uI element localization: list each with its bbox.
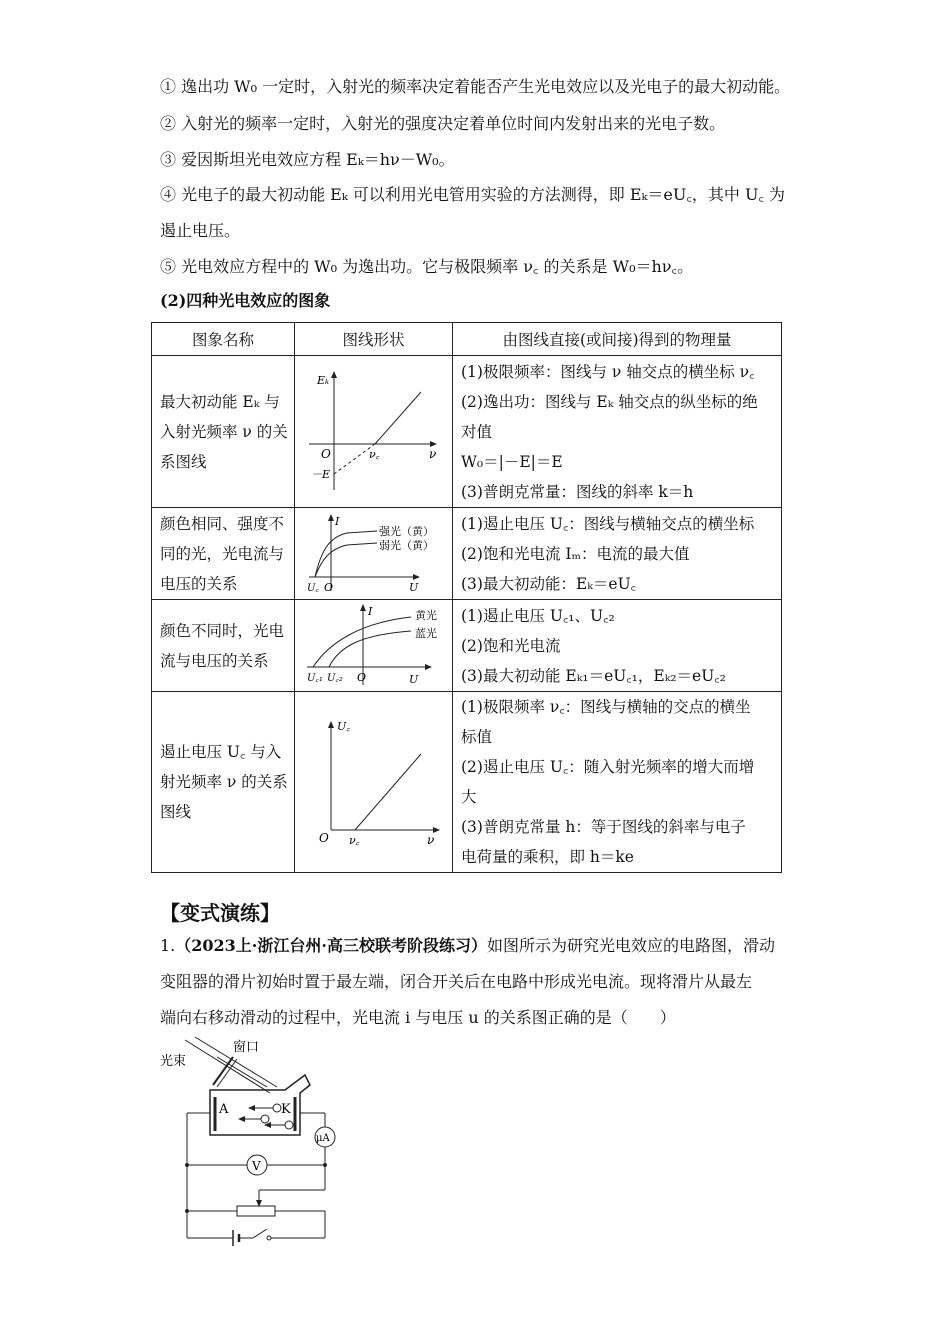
practice-title: 【变式演练】 [160,901,280,925]
row-desc [453,692,782,873]
header-quantity: 由图线直接(或间接)得到的物理量 [453,323,782,356]
table-header-row [152,323,782,356]
graph-ek-nu [295,356,453,508]
desc-item: (2)饱和光电流 [461,636,561,655]
weak-light-label: 弱光（黄） [378,538,434,552]
point-1: ① 逸出功 W₀ 一定时，入射光的频率决定着能否产生光电效应以及光电子的最大初动能。 [160,77,791,96]
i-axis-label: I [367,604,372,618]
desc-item: (2)饱和光电流 Iₘ：电流的最大值 [461,544,690,563]
row-desc [453,600,782,692]
table-row [152,600,782,692]
question [160,935,790,1029]
blue-light-label: 蓝光 [414,626,437,640]
row-desc [453,508,782,600]
nuc-label: ν꜀ [348,834,359,847]
photoelectric-circuit-diagram [155,1035,355,1255]
row-name: 最大初动能 Eₖ 与入射光频率 ν 的关系图线 [152,356,295,508]
row-name: 颜色不同时，光电流与电压的关系 [152,600,295,692]
graph-i-u-intensity [295,508,453,600]
header-name: 图象名称 [152,323,295,356]
u-axis-label: U [408,580,418,594]
anode-label: A [219,1102,229,1117]
row-name: 遏止电压 U꜀ 与入射光频率 ν 的关系图线 [152,692,295,873]
cathode-label: K [281,1102,291,1117]
desc-item: (2)遏止电压 U꜀：随入射光频率的增大而增 [461,758,755,776]
desc-item: (2)逸出功：图线与 Eₖ 轴交点的纵坐标的绝 [461,392,758,411]
uc-axis-label: U꜀ [336,720,350,733]
ammeter-label: μA [316,1133,330,1144]
desc-item: (1)遏止电压 U꜀：图线与横轴交点的横坐标 [461,514,755,533]
desc-item: 大 [461,788,477,806]
table-row [152,508,782,600]
section-title: (2)四种光电效应的图象 [160,291,331,310]
question-source: （2023上·浙江台州·高三校联考阶段练习） [175,936,487,955]
point-4: ④ 光电子的最大初动能 Eₖ 可以利用光电管用实验的方法测得，即 Eₖ＝eU꜀，其中 U꜀ 为 [160,185,786,204]
desc-item: 标值 [461,728,493,746]
uc2-label: U꜀₂ [326,672,343,684]
desc-item: (1)极限频率：图线与 ν 轴交点的横坐标 ν꜀ [461,362,755,381]
row-name: 颜色相同、强度不同的光，光电流与电压的关系 [152,508,295,600]
window-label: 窗口 [233,1040,260,1055]
minus-e-label: －E [310,467,330,481]
question-number: 1. [160,936,176,955]
graph-uc-nu [295,692,453,873]
uc1-label: U꜀₁ [306,672,323,684]
graph-i-u-color [295,600,453,692]
point-5: ⑤ 光电效应方程中的 W₀ 为逸出功。它与极限频率 ν꜀ 的关系是 W₀＝hν꜀。 [160,257,694,276]
desc-item: (1)遏止电压 U꜀₁、U꜀₂ [461,606,615,625]
desc-item: 电荷量的乘积，即 h＝ke [461,848,634,866]
question-line: 变阻器的滑片初始时置于最左端，闭合开关后在电路中形成光电流。现将滑片从最左 [160,972,753,991]
strong-light-label: 强光（黄） [378,524,434,538]
origin-label: O [318,831,329,845]
i-axis-label: I [334,514,339,528]
desc-item: W₀＝|－E|＝E [461,452,563,471]
origin-label: O [323,580,333,594]
ek-axis-label: Eₖ [316,373,329,387]
point-4-cont: 遏止电压。 [160,221,241,240]
uc-label: U꜀ [306,582,319,594]
origin-label: O [356,670,366,684]
voltmeter-label: V [252,1159,261,1173]
origin-label: O [320,446,331,461]
desc-item: (1)极限频率 ν꜀：图线与横轴的交点的横坐 [461,698,751,716]
table-row [152,356,782,508]
desc-item: 对值 [461,422,493,441]
beam-label: 光束 [160,1054,187,1069]
photoelectric-graphs-table [151,322,782,873]
u-axis-label: U [408,672,418,686]
desc-item: (3)普朗克常量 h：等于图线的斜率与电子 [461,818,746,836]
desc-item: (3)普朗克常量：图线的斜率 k＝h [461,482,694,501]
table-row [152,692,782,873]
nu-axis-label: ν [428,446,436,461]
question-line: 端向右移动滑动的过程中，光电流 i 与电压 u 的关系图正确的是（ ） [160,1008,676,1027]
header-shape: 图线形状 [295,323,453,356]
desc-item: (3)最大初动能：Eₖ＝eU꜀ [461,574,637,593]
nuc-label: ν꜀ [368,447,379,461]
question-line: 如图所示为研究光电效应的电路图，滑动 [486,936,775,955]
nu-axis-label: ν [426,833,434,847]
desc-item: (3)最大初动能 Eₖ₁＝eU꜀₁，Eₖ₂＝eU꜀₂ [461,666,726,685]
yellow-light-label: 黄光 [414,608,437,622]
row-desc [453,356,782,508]
point-3: ③ 爱因斯坦光电效应方程 Eₖ＝hν－W₀。 [160,150,455,169]
point-2: ② 入射光的频率一定时，入射光的强度决定着单位时间内发射出来的光电子数。 [160,114,726,133]
